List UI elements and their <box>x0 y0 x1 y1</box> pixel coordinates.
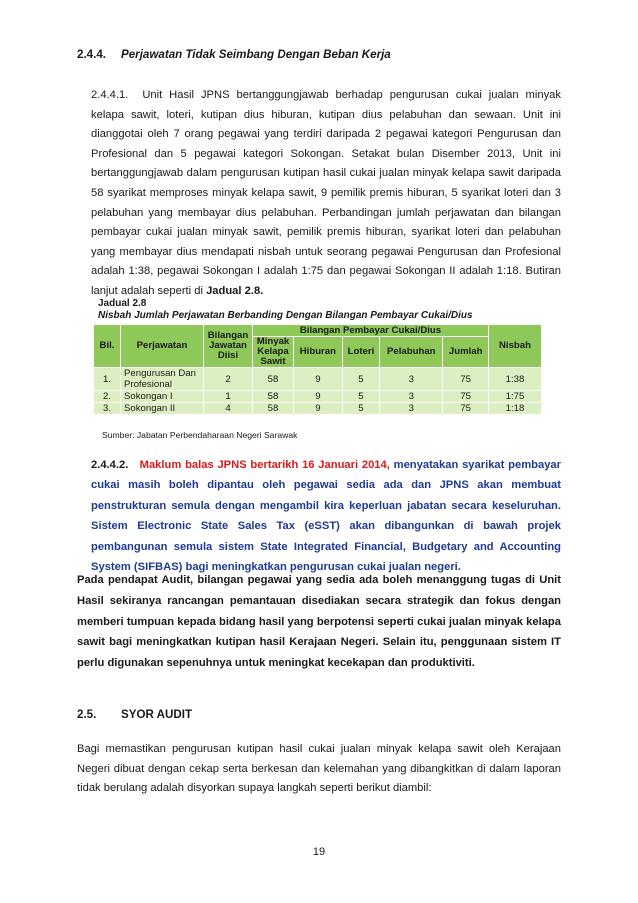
cell-pelabuhan: 3 <box>380 391 443 403</box>
header-hiburan: Hiburan <box>294 337 343 368</box>
paragraph-2-4-4-1 <box>91 86 561 302</box>
paragraph-number: 2.4.4.2. <box>91 459 129 471</box>
cell-minyak: 58 <box>253 391 294 403</box>
cell-jumlah: 75 <box>443 368 489 391</box>
section-title: Perjawatan Tidak Seimbang Dengan Beban Kerja <box>121 48 391 61</box>
table-row <box>94 368 542 391</box>
paragraph-text: Unit Hasil JPNS bertanggungjawab berhadap pengurusan cukai jualan minyak kelapa sawit, loteri, kutipan dius hiburan, kutipan dius pelabuhan dan sewaan. Unit ini dianggotai oleh 7 orang pegawai yang terdiri daripada 2 pegawai kategori Pengurusan dan Profesional dan 5 pegawai kategori Sokongan. Setakat bulan Disember 2013, Unit ini bertanggungjawab dalam pengurusan kutipan hasil cukai jualan minyak kelapa sawit daripada 58 syarikat memproses minyak kelapa sawit, 9 pemilik premis hiburan, 5 syarikat loteri dan 3 pelabuhan yang membayar dius pelabuhan. Perbandingan jumlah perjawatan dan bilangan pembayar cukai jualan minyak sawit, pemilik premis hiburan, syarikat loteri dan pelabuhan yang membayar dius mendapati nisbah untuk seorang pegawai Pengurusan dan Profesional adalah 1:38, pegawai Sokongan I adalah 1:75 dan pegawai Sokongan II adalah 1:18. Butiran lanjut adalah seperti di <box>91 89 561 297</box>
cell-nisbah: 1:75 <box>489 391 542 403</box>
table-source: Sumber: Jabatan Perbendaharaan Negeri Sarawak <box>102 430 298 440</box>
cell-loteri: 5 <box>342 368 379 391</box>
cell-diisi: 4 <box>204 403 253 415</box>
cell-loteri: 5 <box>342 403 379 415</box>
table-row <box>94 391 542 403</box>
cell-hiburan: 9 <box>294 368 343 391</box>
cell-loteri: 5 <box>342 391 379 403</box>
cell-bil: 1. <box>94 368 121 391</box>
header-jumlah: Jumlah <box>443 337 489 368</box>
cell-minyak: 58 <box>253 403 294 415</box>
data-table <box>93 324 542 415</box>
header-bil: Bil. <box>94 325 121 368</box>
paragraph-end: . <box>260 284 264 297</box>
table-reference: Jadual 2.8 <box>206 284 261 297</box>
header-loteri: Loteri <box>342 337 379 368</box>
section-number: 2.5. <box>77 708 97 721</box>
cell-hiburan: 9 <box>294 391 343 403</box>
paragraph-number: 2.4.4.1. <box>91 89 129 101</box>
cell-diisi: 1 <box>204 391 253 403</box>
cell-perjawatan: Sokongan II <box>121 403 204 415</box>
cell-pelabuhan: 3 <box>380 368 443 391</box>
page-number: 19 <box>312 846 326 858</box>
cell-bil: 2. <box>94 391 121 403</box>
header-pelabuhan: Pelabuhan <box>380 337 443 368</box>
cell-diisi: 2 <box>204 368 253 391</box>
cell-nisbah: 1:38 <box>489 368 542 391</box>
header-nisbah: Nisbah <box>489 325 542 368</box>
response-date: Maklum balas JPNS bertarikh 16 Januari 2014, <box>139 459 390 471</box>
table-caption <box>98 298 473 322</box>
cell-minyak: 58 <box>253 368 294 391</box>
paragraph-2-4-4-2 <box>91 455 561 577</box>
section-number: 2.4.4. <box>77 48 107 61</box>
cell-bil: 3. <box>94 403 121 415</box>
cell-hiburan: 9 <box>294 403 343 415</box>
section-heading <box>77 708 192 721</box>
section-title: SYOR AUDIT <box>121 708 193 721</box>
table-caption-title: Nisbah Jumlah Perjawatan Berbanding Dengan Bilangan Pembayar Cukai/Dius <box>98 310 473 321</box>
table-caption-number: Jadual 2.8 <box>98 298 147 309</box>
recommendation-paragraph: Bagi memastikan pengurusan kutipan hasil cukai jualan minyak kelapa sawit oleh Kerajaan Negeri dibuat dengan cekap serta berkesan dan kelemahan yang dibangkitkan di dalam laporan tidak berulang adalah disyorkan supaya langkah seperti berikut diambil: <box>77 743 561 795</box>
paragraph-text: menyatakan syarikat pembayar cukai masih boleh dipantau oleh pegawai sedia ada dan JPNS akan membuat penstrukturan semula dengan mengambil kira keperluan jabatan secara keseluruhan. Sistem Electronic State Sales Tax (eSST) akan dibangunkan di bawah projek pembangunan semula sistem State Integrated Financial, Budgetary and Accounting System (SIFBAS) bagi meningkatkan pengurusan cukai jualan negeri. <box>91 459 561 574</box>
cell-nisbah: 1:18 <box>489 403 542 415</box>
cell-perjawatan: Sokongan I <box>121 391 204 403</box>
header-minyak: Minyak Kelapa Sawit <box>253 337 294 368</box>
header-jawatan-diisi: Bilangan Jawatan Diisi <box>204 325 253 368</box>
header-perjawatan: Perjawatan <box>121 325 204 368</box>
cell-pelabuhan: 3 <box>380 403 443 415</box>
section-heading <box>77 48 391 61</box>
cell-perjawatan: Pengurusan Dan Profesional <box>121 368 204 391</box>
header-group: Bilangan Pembayar Cukai/Dius <box>253 325 489 337</box>
cell-jumlah: 75 <box>443 403 489 415</box>
table-row <box>94 403 542 415</box>
audit-opinion-paragraph: Pada pendapat Audit, bilangan pegawai yang sedia ada boleh menanggung tugas di Unit Hasil sekiranya rancangan pemantauan disediakan secara strategik dan fokus dengan memberi tumpuan kepada bidang hasil yang berpotensi seperti cukai jualan minyak kelapa sawit bagi meningkatkan kutipan hasil Kerajaan Negeri. Selain itu, penggunaan sistem IT perlu digunakan sepenuhnya untuk meningkat kecekapan dan produktiviti. <box>77 574 561 670</box>
cell-jumlah: 75 <box>443 391 489 403</box>
